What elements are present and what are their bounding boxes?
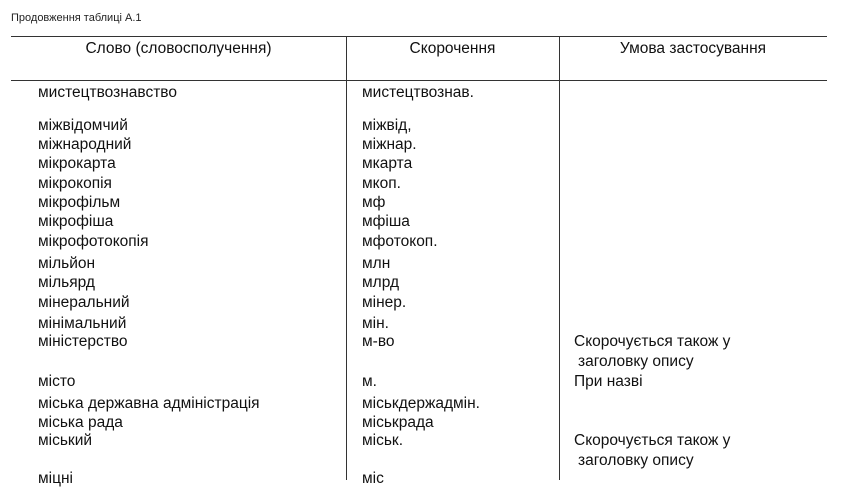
header-condition: Умова застосування <box>619 40 767 57</box>
table-header-rule <box>11 80 827 81</box>
table-cell-abbreviation: м-во <box>362 333 395 350</box>
table-cell-word: мікрокарта <box>38 155 116 172</box>
table-cell-abbreviation: млн <box>362 255 391 272</box>
table-cell-abbreviation: м. <box>362 373 377 390</box>
table-cell-condition: Скорочується також у <box>574 432 731 449</box>
table-cell-word: мікрофотокопія <box>38 233 149 250</box>
table-cell-abbreviation: мфіша <box>362 213 410 230</box>
column-divider-2 <box>559 36 560 480</box>
table-cell-word: місто <box>38 373 76 390</box>
table-cell-condition: При назві <box>574 373 643 390</box>
table-cell-word: міжвідомчий <box>38 117 128 134</box>
table-cell-condition: Скорочується також у <box>574 333 731 350</box>
table-cell-condition: заголовку опису <box>578 452 694 469</box>
table-cell-word: мікрофіша <box>38 213 114 230</box>
table-cell-abbreviation: міськ. <box>362 432 404 449</box>
table-cell-abbreviation: млрд <box>362 274 400 291</box>
table-cell-word: міська рада <box>38 414 123 431</box>
table-cell-abbreviation: міськдержадмін. <box>362 395 480 412</box>
table-cell-abbreviation: мистецтвознав. <box>362 84 474 101</box>
table-cell-abbreviation: міжвід, <box>362 117 412 134</box>
table-cell-word: міська державна адміністрація <box>38 395 260 412</box>
table-cell-abbreviation: мф <box>362 194 386 211</box>
table-cell-abbreviation: мфотокоп. <box>362 233 438 250</box>
table-cell-abbreviation: міськрада <box>362 414 434 431</box>
table-cell-word: мінімальний <box>38 315 127 332</box>
table-cell-word: міцні <box>38 470 73 487</box>
table-caption: Продовження таблиці А.1 <box>11 12 142 24</box>
table-cell-word: мистецтвознавство <box>38 84 177 101</box>
table-cell-abbreviation: мінер. <box>362 294 407 311</box>
column-divider-1 <box>346 36 347 480</box>
table-cell-abbreviation: мкарта <box>362 155 413 172</box>
table-cell-condition: заголовку опису <box>578 353 694 370</box>
table-cell-word: мільйон <box>38 255 96 272</box>
table-cell-abbreviation: мін. <box>362 315 389 332</box>
table-cell-abbreviation: мкоп. <box>362 175 401 192</box>
table-cell-word: мінеральний <box>38 294 130 311</box>
table-cell-word: міністерство <box>38 333 128 350</box>
table-cell-abbreviation: міжнар. <box>362 136 417 153</box>
table-cell-word: мікрокопія <box>38 175 112 192</box>
table-cell-word: мікрофільм <box>38 194 121 211</box>
table-top-rule <box>11 36 827 37</box>
table-cell-abbreviation: міс <box>362 470 384 487</box>
table-cell-word: міський <box>38 432 93 449</box>
header-abbreviation: Скорочення <box>409 40 496 57</box>
table-cell-word: міжнародний <box>38 136 132 153</box>
header-word: Слово (словосполучення) <box>85 40 272 57</box>
table-cell-word: мільярд <box>38 274 95 291</box>
